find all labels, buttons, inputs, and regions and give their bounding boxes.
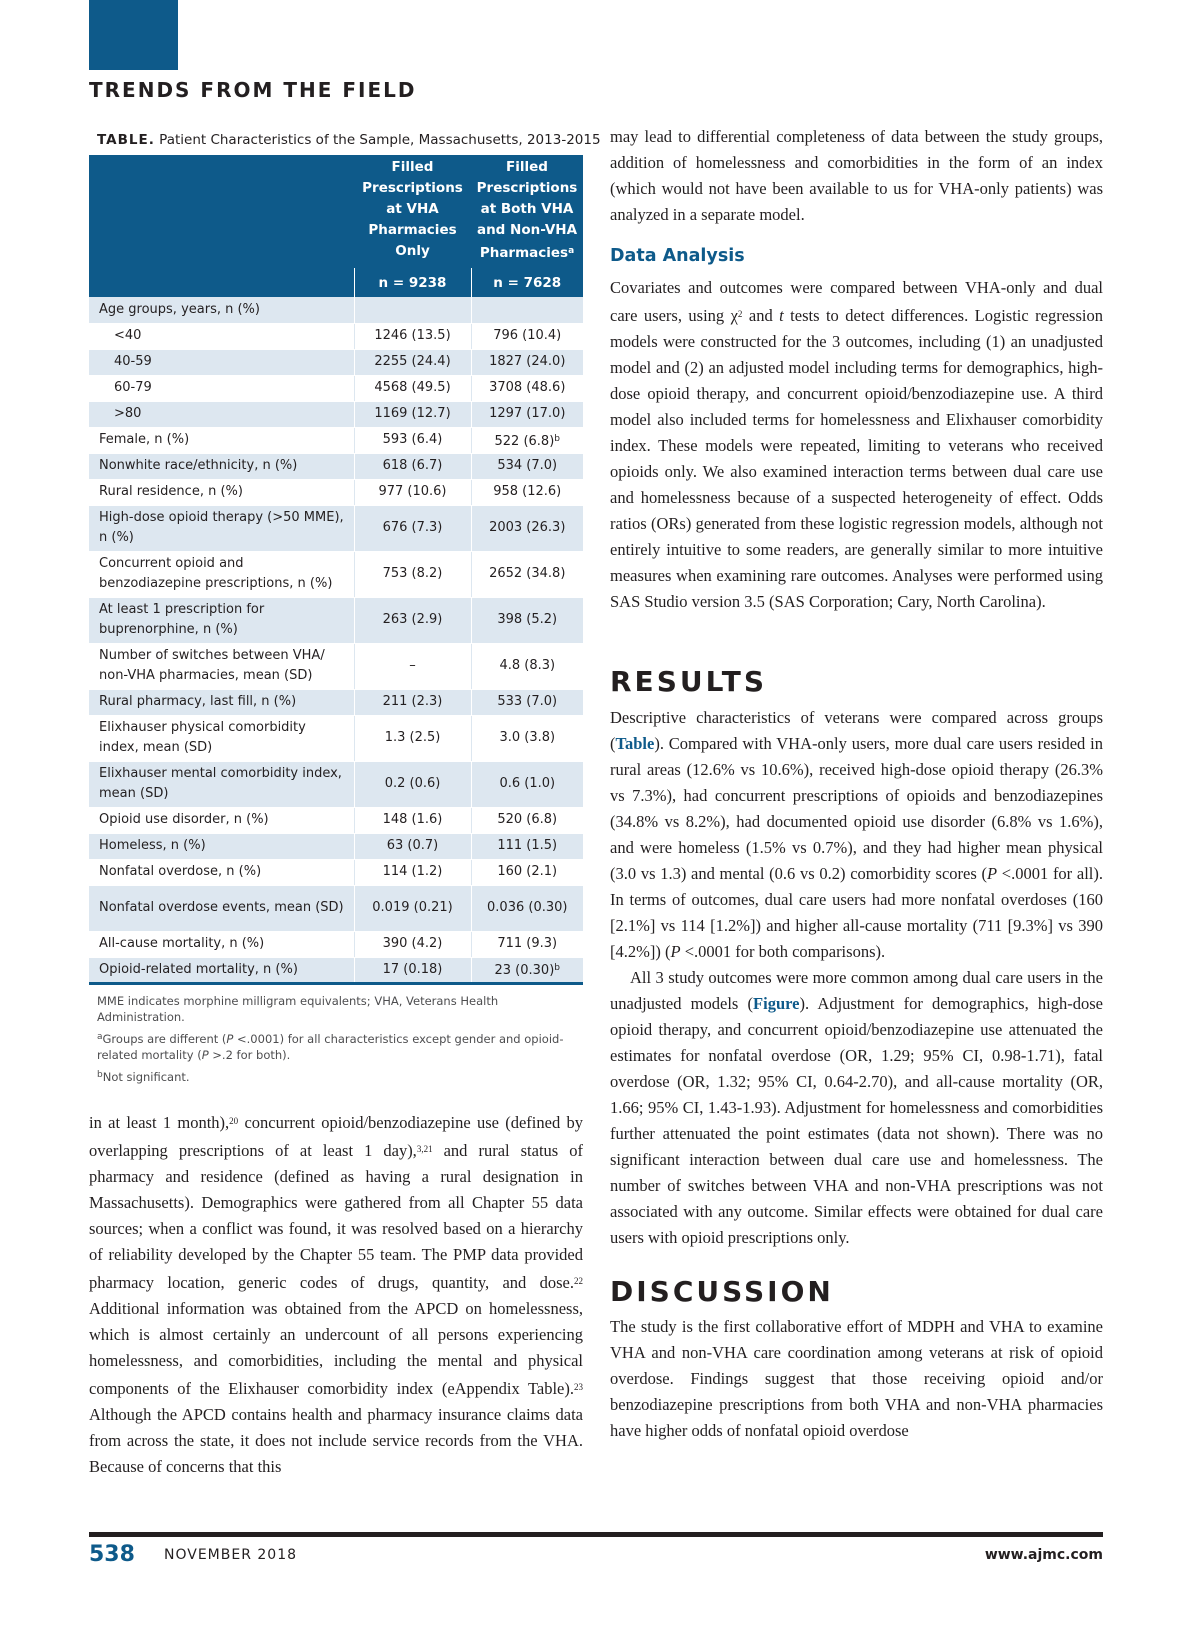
cell-vha-only: – — [354, 643, 471, 689]
journal-url[interactable]: www.ajmc.com — [984, 1547, 1103, 1563]
cell-both: 533 (7.0) — [471, 689, 583, 715]
row-label: Female, n (%) — [89, 427, 354, 453]
row-label: Opioid-related mortality, n (%) — [89, 957, 354, 983]
row-label: Rural residence, n (%) — [89, 479, 354, 505]
table-row — [89, 375, 583, 401]
table-row — [89, 833, 583, 859]
cell-both: 796 (10.4) — [471, 323, 583, 349]
cell-vha-only: 2255 (24.4) — [354, 349, 471, 375]
cell-both: 534 (7.0) — [471, 453, 583, 479]
cell-both: 160 (2.1) — [471, 859, 583, 885]
page-number: 538 — [89, 1542, 135, 1567]
row-label: Rural pharmacy, last fill, n (%) — [89, 689, 354, 715]
table-header-blank — [89, 155, 354, 268]
table-body — [89, 297, 583, 983]
table-row — [89, 807, 583, 833]
cell-vha-only: 0.019 (0.21) — [354, 885, 471, 931]
cell-vha-only: 593 (6.4) — [354, 427, 471, 453]
cell-vha-only: 1169 (12.7) — [354, 401, 471, 427]
row-label: 40-59 — [89, 349, 354, 375]
cell-vha-only: 63 (0.7) — [354, 833, 471, 859]
cell-both: 111 (1.5) — [471, 833, 583, 859]
table-row — [89, 859, 583, 885]
row-label: Elixhauser physical comorbidity index, mean (SD) — [89, 715, 354, 761]
cell-both: 4.8 (8.3) — [471, 643, 583, 689]
table-caption — [97, 132, 601, 148]
header-footnote-mark: a — [568, 246, 575, 256]
cell-vha-only — [354, 297, 471, 323]
cell-vha-only: 1.3 (2.5) — [354, 715, 471, 761]
cell-vha-only: 1246 (13.5) — [354, 323, 471, 349]
patient-table-wrapper — [89, 155, 583, 985]
discussion-text: The study is the first collaborative effort of MDPH and VHA to examine VHA and non-VHA care coordination among veterans at risk of opioid overdose. Findings suggest that those receiving opioid and/or benzodiazepine prescriptions from both VHA and non-VHA pharmacies have higher odds of nonfatal opioid overdose — [610, 1317, 1103, 1440]
table-row — [89, 689, 583, 715]
right-column-intro: may lead to differential completeness of data between the study groups, addition of homelessness and comorbidities in the form of an index (which would not have been available to us for VHA-only patients) was analyzed in a separate model. — [610, 127, 1103, 224]
figure-link[interactable]: Figure — [753, 994, 800, 1013]
cell-both: 958 (12.6) — [471, 479, 583, 505]
row-label: All-cause mortality, n (%) — [89, 931, 354, 957]
table-row — [89, 761, 583, 807]
data-analysis-heading: Data Analysis — [610, 246, 745, 266]
results-paragraph-1: Descriptive characteristics of veterans were compared across groups (Table). Compared with VHA-only users, more dual care users resided in rural areas (12.6% vs 10.6%), received high-dose opioid therapy (26.3% vs 7.3%), had concurrent prescriptions of opioids and benzodiazepines (34.8% vs 8.2%), had documented opioid use disorder (6.8% vs 1.6%), and were homeless (1.5% vs 0.7%), and they had higher mean physical (3.0 vs 1.3) and mental (0.6 vs 0.2) comorbidity scores (P <.0001 for all). In terms of outcomes, dual care users had more nonfatal overdoses (160 [2.1%] vs 114 [1.2%]) and higher all-cause mortality (711 [9.3%] vs 390 [4.2%]) (P <.0001 for both comparisons). — [610, 708, 1103, 961]
row-label: 60-79 — [89, 375, 354, 401]
row-label: >80 — [89, 401, 354, 427]
cell-vha-only: 618 (6.7) — [354, 453, 471, 479]
cell-both: 520 (6.8) — [471, 807, 583, 833]
cell-both: 711 (9.3) — [471, 931, 583, 957]
results-heading: RESULTS — [610, 665, 768, 698]
cell-both: 3708 (48.6) — [471, 375, 583, 401]
n-label-vha-only: n = 9238 — [354, 268, 471, 297]
header-color-block — [89, 0, 178, 70]
table-notes — [97, 993, 567, 1089]
cell-both: 1827 (24.0) — [471, 349, 583, 375]
table-header-vha-only: Filled Prescriptions at VHA Pharmacies Only — [354, 155, 471, 268]
table-header-blank-n — [89, 268, 354, 297]
table-header-both: Filled Prescriptions at Both VHA and Non-VHA Pharmacies$^a$ — [471, 155, 583, 268]
row-label: Opioid use disorder, n (%) — [89, 807, 354, 833]
row-label: Concurrent opioid and benzodiazepine prescriptions, n (%) — [89, 551, 354, 597]
row-label: <40 — [89, 323, 354, 349]
cell-vha-only: 390 (4.2) — [354, 931, 471, 957]
table-note-a: $^a$Groups are different (P <.0001) for all characteristics except gender and opioid-related mortality (P >.2 for both). — [97, 1032, 564, 1062]
cell-both: 0.6 (1.0) — [471, 761, 583, 807]
cell-both: 2003 (26.3) — [471, 505, 583, 551]
row-label: Homeless, n (%) — [89, 833, 354, 859]
row-label: At least 1 prescription for buprenorphine, n (%) — [89, 597, 354, 643]
table-note-abbreviations: MME indicates morphine milligram equivalents; VHA, Veterans Health Administration. — [97, 994, 499, 1024]
table-row — [89, 885, 583, 931]
cell-vha-only: 977 (10.6) — [354, 479, 471, 505]
table-row — [89, 643, 583, 689]
table-link[interactable]: Table — [615, 734, 655, 753]
table-row — [89, 551, 583, 597]
table-row — [89, 349, 583, 375]
results-paragraph-2: All 3 study outcomes were more common among dual care users in the unadjusted models (Figure). Adjustment for demographics, high-dose opioid therapy, and concurrent opioid/benzodiazepine use attenuated the estimates for nonfatal overdose (OR, 1.29; 95% CI, 0.98-1.71), fatal overdose (OR, 1.32; 95% CI, 0.64-2.70), and all-cause mortality (OR, 1.66; 95% CI, 1.43-1.93). Adjustment for homelessness and comorbidities further attenuated the point estimates (data not shown). There was no significant interaction between dual care use and homelessness. The number of switches between VHA and non-VHA prescriptions was not associated with any outcome. Similar effects were obtained for dual care users with opioid prescriptions only. — [610, 968, 1103, 1247]
table-row — [89, 453, 583, 479]
table-row — [89, 957, 583, 983]
row-label: Number of switches between VHA/ non-VHA pharmacies, mean (SD) — [89, 643, 354, 689]
cell-both: 1297 (17.0) — [471, 401, 583, 427]
table-row — [89, 479, 583, 505]
discussion-heading: DISCUSSION — [610, 1275, 834, 1308]
row-label: Nonfatal overdose events, mean (SD) — [89, 885, 354, 931]
row-label: Nonfatal overdose, n (%) — [89, 859, 354, 885]
cell-vha-only: 114 (1.2) — [354, 859, 471, 885]
table-row — [89, 597, 583, 643]
table-caption-lead: TABLE. — [97, 132, 155, 148]
table-row — [89, 931, 583, 957]
cell-both — [471, 297, 583, 323]
cell-vha-only: 263 (2.9) — [354, 597, 471, 643]
cell-vha-only: 17 (0.18) — [354, 957, 471, 983]
cell-both: 3.0 (3.8) — [471, 715, 583, 761]
cell-both: 23 $(0.30)^b$ — [471, 957, 583, 983]
row-label: Elixhauser mental comorbidity index, mean (SD) — [89, 761, 354, 807]
results-text — [610, 705, 1103, 1251]
footer-rule — [89, 1532, 1103, 1537]
footnote-mark: b — [554, 963, 560, 973]
footnote-mark: b — [554, 433, 560, 444]
row-label: Nonwhite race/ethnicity, n (%) — [89, 453, 354, 479]
table-row — [89, 401, 583, 427]
row-label: High-dose opioid therapy (>50 MME), n (%) — [89, 505, 354, 551]
patient-characteristics-table — [89, 155, 583, 985]
table-row — [89, 715, 583, 761]
cell-vha-only: 211 (2.3) — [354, 689, 471, 715]
cell-both: 398 (5.2) — [471, 597, 583, 643]
cell-vha-only: 148 (1.6) — [354, 807, 471, 833]
cell-both: 2652 (34.8) — [471, 551, 583, 597]
cell-vha-only: 753 (8.2) — [354, 551, 471, 597]
cell-both: 0.036 (0.30) — [471, 885, 583, 931]
table-row — [89, 505, 583, 551]
section-label: TRENDS FROM THE FIELD — [89, 78, 417, 102]
table-note-b: $^b$Not significant. — [97, 1070, 190, 1084]
n-label-both: n = 7628 — [471, 268, 583, 297]
table-row — [89, 427, 583, 453]
cell-vha-only: 4568 (49.5) — [354, 375, 471, 401]
table-caption-text: Patient Characteristics of the Sample, Massachusetts, 2013-2015 — [159, 132, 601, 148]
left-column-text: in at least 1 month),$^{20}$ concurrent opioid/benzodiazepine use (defined by overlapping prescriptions of at least 1 day),$^{3,21}$ and rural status of pharmacy and residence (defined as having a rural designation in Massachusetts). Demographics were gathered from all Chapter 55 data sources; when a conflict was found, it was resolved based on a hierarchy of reliability developed by the Chapter 55 team. The PMP data provided pharmacy location, generic codes of drugs, quantity, and dose.$^{22}$ Additional information was obtained from the APCD on homelessness, which is almost certainly an undercount of all persons experiencing homelessness, and comorbidities, including the mental and physical components of the Elixhauser comorbidity index (eAppendix Table).$^{23}$ Although the APCD contains health and pharmacy insurance claims data from across the state, it does not include service records from the VHA. Because of concerns that this — [89, 1113, 583, 1476]
cell-vha-only: 676 (7.3) — [354, 505, 471, 551]
issue-date: NOVEMBER 2018 — [164, 1547, 298, 1563]
table-row — [89, 323, 583, 349]
table-row — [89, 297, 583, 323]
data-analysis-text: Covariates and outcomes were compared between VHA-only and dual care users, using $\chi^2$ and t tests to detect differences. Logistic regression models were constructed for the 3 outcomes, including (1) an unadjusted model and (2) an adjusted model including terms for demographics, high-dose opioid therapy, and concurrent opioid/benzodiazepine use. A third model also included terms for homelessness and Elixhauser comorbidity index. These models were repeated, limiting to veterans who received opioids only. We also examined interaction terms between dual care use and homelessness because of a suspected heterogeneity of effect. Odds ratios (ORs) generated from these logistic regression models, although not entirely intuitive to some readers, are generally similar to more intuitive measures when examining rare outcomes. Analyses were performed using SAS Studio version 3.5 (SAS Corporation; Cary, North Carolina). — [610, 278, 1103, 611]
row-label: Age groups, years, n (%) — [89, 297, 354, 323]
cell-both: 522 $(6.8)^b$ — [471, 427, 583, 453]
cell-vha-only: 0.2 (0.6) — [354, 761, 471, 807]
